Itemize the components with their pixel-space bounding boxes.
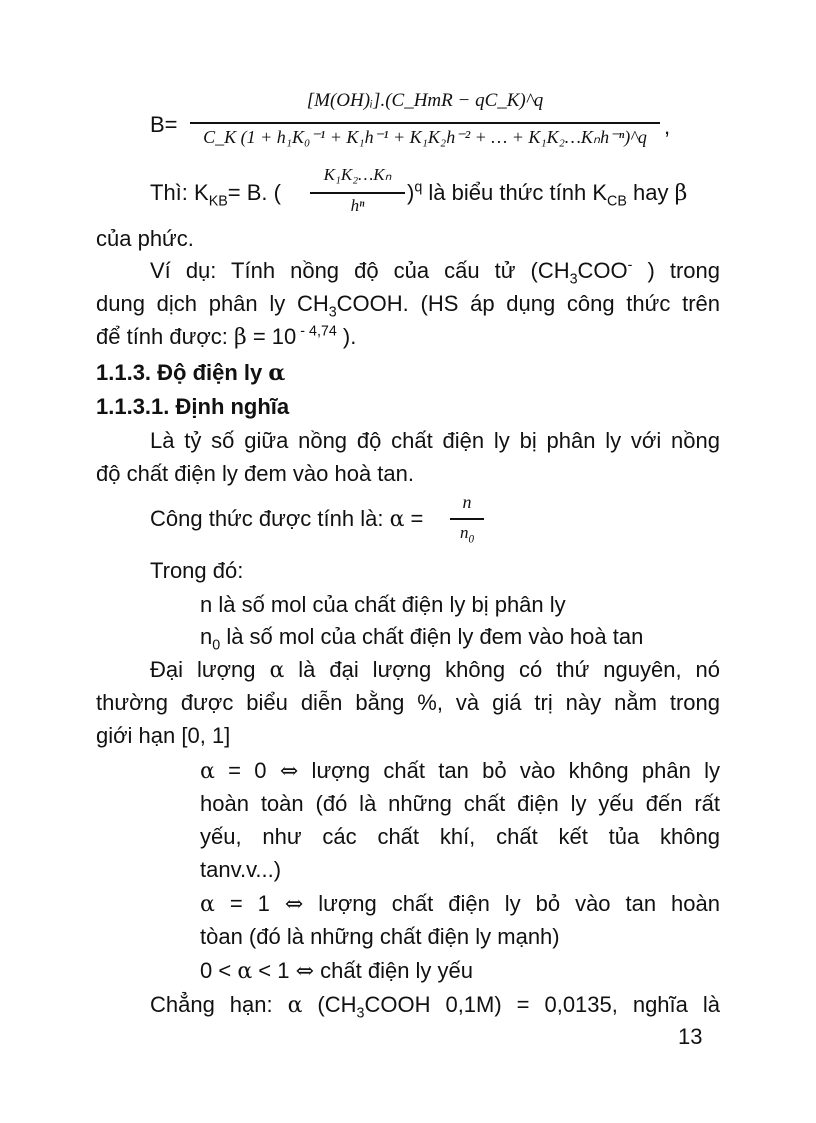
definition-line-2: độ chất điện ly đem vào hoà tan. bbox=[96, 461, 414, 486]
where-n: n là số mol của chất điện ly bị phân ly bbox=[200, 592, 566, 617]
kkb-text-start: Thì: $K_{KB}= B$. ( bbox=[150, 180, 281, 210]
alpha-zero-line-3: yếu, như các chất khí, chất kết tủa không bbox=[200, 824, 720, 849]
alpha-zero-line-1: α = 0 ⇔ lượng chất tan bỏ vào không phân ly bbox=[200, 758, 720, 784]
alpha-one-line-1: α = 1 ⇔ lượng chất điện ly bỏ vào tan hoàn bbox=[200, 891, 720, 917]
kkb-text-end: )$^q$ là biểu thức tính $K_{CB}$ hay β bbox=[407, 179, 688, 210]
formula-b-denominator: C_K (1 + h₁K₀⁻¹ + K₁h⁻¹ + K₁K₂h⁻² + … + K₁K₂…Kₙh⁻ⁿ)^q bbox=[203, 127, 647, 147]
alpha-zero-line-2: hoàn toàn (đó là những chất điện ly yếu đến rất bbox=[200, 791, 720, 816]
where-label: Trong đó: bbox=[150, 558, 244, 583]
quantity-line-2: thường được biểu diễn bằng %, và giá trị này nằm trong bbox=[96, 690, 720, 715]
kkb-fraction-denominator: hⁿ bbox=[350, 196, 365, 215]
example-line-1: Ví dụ: Tính nồng độ của cấu tử ($CH_3COO^-$ ) trong bbox=[150, 257, 720, 288]
kkb-continuation: của phức. bbox=[96, 226, 194, 251]
formula-b-label: B= bbox=[150, 112, 178, 137]
alpha-zero-line-4: tanv.v...) bbox=[200, 857, 282, 882]
alpha-formula-numerator: n bbox=[462, 492, 472, 512]
alpha-one-line-2: tòan (đó là những chất điện ly mạnh) bbox=[200, 924, 560, 949]
quantity-line-3: giới hạn [0, 1] bbox=[96, 723, 231, 748]
alpha-formula-fraction-bar bbox=[450, 518, 484, 520]
alpha-between-line: 0 < α < 1 ⇔ chất điện ly yếu bbox=[200, 958, 474, 984]
heading-1-1-3: 1.1.3. Độ điện ly α bbox=[96, 360, 286, 386]
example-line-3: để tính được: β = 10 $^{- 4,74}$ ). bbox=[96, 323, 357, 350]
definition-line-1: Là tỷ số giữa nồng độ chất điện ly bị phân ly với nồng bbox=[150, 428, 720, 453]
formula-b-comma: , bbox=[664, 114, 671, 139]
formula-b-numerator: [M(OH)ᵢ].(C_HmR − qC_K)^q bbox=[306, 90, 544, 111]
where-n0: $n_0$ là số mol của chất điện ly đem vào hoà tan bbox=[200, 624, 644, 654]
quantity-line-1: Đại lượng α là đại lượng không có thứ nguyên, nó bbox=[150, 657, 721, 683]
page-number: 13 bbox=[678, 1024, 703, 1049]
kkb-fraction-bar bbox=[310, 192, 405, 194]
alpha-formula-denominator: $n_0$ bbox=[459, 523, 475, 546]
kkb-fraction-numerator: K₁K₂…Kₙ bbox=[323, 165, 392, 184]
example-line-2: dung dịch phân ly $CH_3COOH$. (HS áp dụng công thức trên bbox=[96, 291, 720, 321]
example2-line: Chẳng hạn: α ($CH_3COOH$ 0,1M) = 0,0135, nghĩa là bbox=[150, 992, 720, 1022]
formula-b-fraction-bar bbox=[190, 122, 660, 124]
alpha-formula-label: Công thức được tính là: α = bbox=[150, 506, 424, 532]
heading-1-1-3-1: 1.1.3.1. Định nghĩa bbox=[96, 394, 290, 419]
